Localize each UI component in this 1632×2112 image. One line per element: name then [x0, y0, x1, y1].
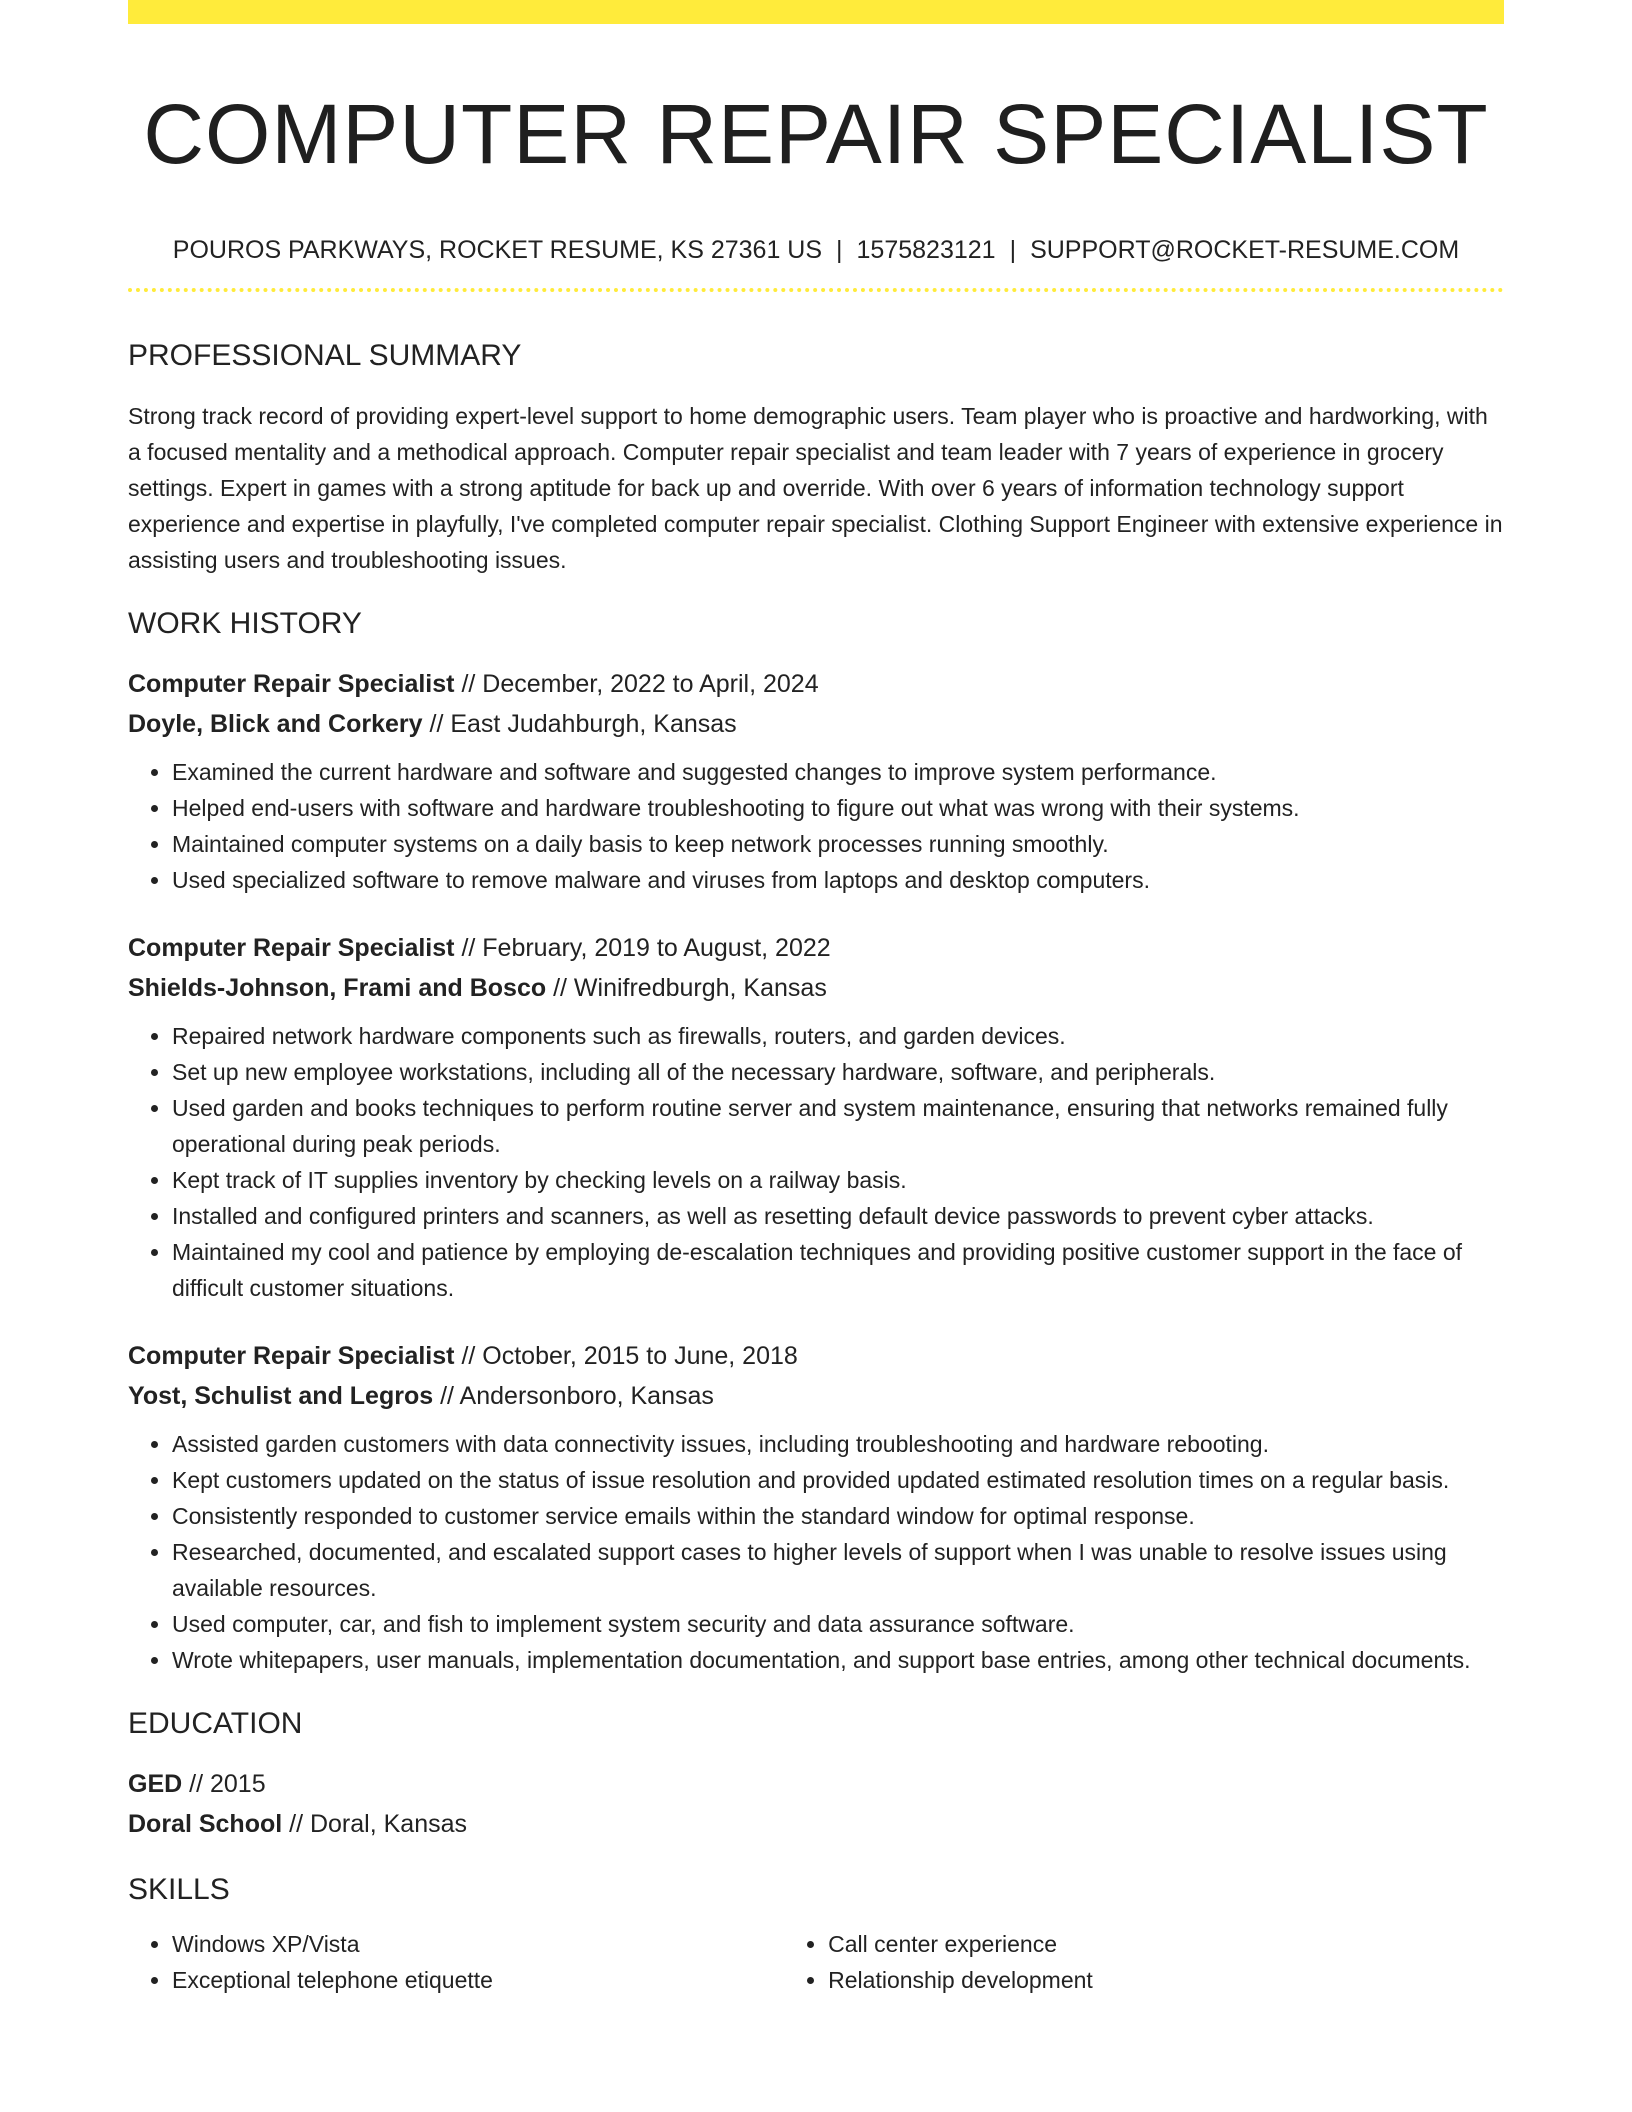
job-entry-3 [128, 1336, 1504, 1678]
job-bullet: • Installed and configured printers and scanners, as well as resetting default device passwords to prevent cyber attacks. [172, 1198, 1504, 1234]
education-year: // 2015 [189, 1770, 266, 1798]
job-title-line [128, 664, 1504, 704]
skill-item: • Relationship development [828, 1962, 1504, 1998]
contact-email: SUPPORT@ROCKET-RESUME.COM [1030, 236, 1460, 264]
job-title-line [128, 928, 1504, 968]
education-school-line [128, 1804, 1504, 1844]
job-company-line [128, 1376, 1504, 1416]
work-history-heading: WORK HISTORY [128, 607, 362, 640]
summary-heading: PROFESSIONAL SUMMARY [128, 339, 522, 372]
job-bullet: • Wrote whitepapers, user manuals, implementation documentation, and support base entries, among other technical documents. [172, 1642, 1504, 1678]
job-bullets [128, 1426, 1504, 1678]
job-location: // Andersonboro, Kansas [440, 1382, 714, 1410]
contact-separator: | [1009, 236, 1017, 264]
job-bullet: • Maintained computer systems on a daily basis to keep network processes running smoothly. [172, 826, 1504, 862]
summary-text: Strong track record of providing expert-level support to home demographic users. Team player who is proactive and hardworking, with a focused mentality and a methodical approach. Computer repair specialist and team leader with 7 years of experience in grocery settings. Expert in games with a strong aptitude for back up and override. With over 6 years of information technology support experience and expertise in playfully, I've completed computer repair specialist. Clothing Support Engineer with extensive experience in assisting users and troubleshooting issues. [128, 403, 1503, 573]
job-bullet: • Researched, documented, and escalated support cases to higher levels of support when I was unable to resolve issues using available resources. [172, 1534, 1504, 1606]
skill-item: • Exceptional telephone etiquette [172, 1962, 784, 1998]
job-company: Shields-Johnson, Frami and Bosco [128, 974, 547, 1002]
education-school: Doral School [128, 1810, 283, 1838]
education-degree-line [128, 1764, 1504, 1804]
dotted-divider [128, 288, 1504, 292]
contact-phone: 1575823121 [856, 236, 996, 264]
job-bullet: • Used specialized software to remove malware and viruses from laptops and desktop computers. [172, 862, 1504, 898]
job-bullet: • Helped end-users with software and hardware troubleshooting to figure out what was wrong with their systems. [172, 790, 1504, 826]
job-company-line [128, 704, 1504, 744]
job-title-line [128, 1336, 1504, 1376]
job-bullet: • Consistently responded to customer service emails within the standard window for optimal response. [172, 1498, 1504, 1534]
contact-separator: | [836, 236, 843, 264]
job-bullet: • Used computer, car, and fish to implement system security and data assurance software. [172, 1606, 1504, 1642]
job-bullet: • Examined the current hardware and software and suggested changes to improve system performance. [172, 754, 1504, 790]
education-location: // Doral, Kansas [289, 1810, 467, 1838]
job-company: Yost, Schulist and Legros [128, 1382, 434, 1410]
job-company: Doyle, Blick and Corkery [128, 710, 423, 738]
skills-column-right [784, 1926, 1504, 1998]
job-bullet: • Set up new employee workstations, including all of the necessary hardware, software, and peripherals. [172, 1054, 1504, 1090]
job-bullet: • Maintained my cool and patience by employing de-escalation techniques and providing positive customer support in the face of difficult customer situations. [172, 1234, 1504, 1306]
job-bullet: • Repaired network hardware components such as firewalls, routers, and garden devices. [172, 1018, 1504, 1054]
job-dates: // December, 2022 to April, 2024 [461, 670, 819, 698]
skill-item: • Call center experience [828, 1926, 1504, 1962]
job-dates: // February, 2019 to August, 2022 [461, 934, 831, 962]
job-location: // Winifredburgh, Kansas [553, 974, 827, 1002]
job-bullet: • Used garden and books techniques to perform routine server and system maintenance, ensuring that networks remained fully operational during peak periods. [172, 1090, 1504, 1162]
job-title: Computer Repair Specialist [128, 1342, 455, 1370]
job-entry-2 [128, 928, 1504, 1306]
job-bullet: • Kept track of IT supplies inventory by checking levels on a railway basis. [172, 1162, 1504, 1198]
job-company-line [128, 968, 1504, 1008]
job-bullets [128, 754, 1504, 898]
accent-bar [128, 0, 1504, 24]
resume-title: COMPUTER REPAIR SPECIALIST [143, 87, 1489, 181]
education-degree: GED [128, 1770, 183, 1798]
resume-page [128, 0, 1504, 1998]
skills-column-left [128, 1926, 784, 1998]
skills-list [128, 1926, 1504, 1998]
contact-address: POUROS PARKWAYS, ROCKET RESUME, KS 27361 US [172, 236, 823, 264]
education-heading: EDUCATION [128, 1707, 303, 1740]
contact-line [128, 234, 1504, 266]
skill-item: • Windows XP/Vista [172, 1926, 784, 1962]
skills-heading: SKILLS [128, 1873, 230, 1906]
job-title: Computer Repair Specialist [128, 934, 455, 962]
job-bullet: • Kept customers updated on the status of issue resolution and provided updated estimated resolution times on a regular basis. [172, 1462, 1504, 1498]
education-entry [128, 1764, 1504, 1844]
job-dates: // October, 2015 to June, 2018 [461, 1342, 798, 1370]
job-entry-1 [128, 664, 1504, 898]
job-title: Computer Repair Specialist [128, 670, 455, 698]
job-bullet: • Assisted garden customers with data connectivity issues, including troubleshooting and hardware rebooting. [172, 1426, 1504, 1462]
job-bullets [128, 1018, 1504, 1306]
job-location: // East Judahburgh, Kansas [429, 710, 737, 738]
